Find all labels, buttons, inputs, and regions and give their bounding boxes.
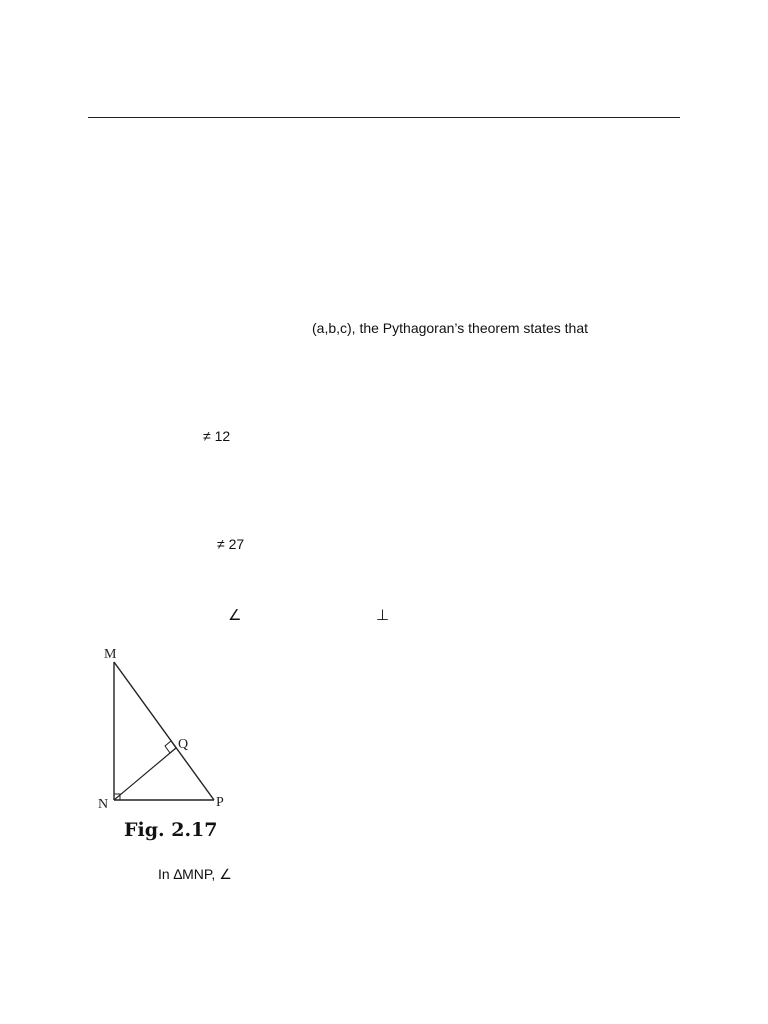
header-rule	[88, 117, 680, 118]
in-triangle-mnp-text: In ∆MNP, ∠	[158, 866, 232, 882]
label-m: M	[104, 647, 117, 662]
figure-caption: Fig. 2.17	[124, 819, 218, 841]
label-n: N	[98, 797, 109, 812]
right-angle-mark-q	[165, 741, 176, 753]
side-mp	[114, 662, 214, 800]
triangle-figure	[90, 640, 250, 850]
theorem-statement-text: (a,b,c), the Pythagoran’s theorem states that	[312, 320, 589, 336]
label-p: P	[216, 795, 224, 810]
not-equal-27-text: ≠ 27	[217, 536, 245, 552]
perpendicular-symbol: ⊥	[376, 607, 390, 624]
label-q: Q	[178, 737, 189, 752]
not-equal-12-text: ≠ 12	[203, 428, 231, 444]
altitude-nq	[114, 748, 176, 800]
triangle-diagram	[90, 640, 250, 850]
angle-symbol: ∠	[228, 607, 242, 624]
